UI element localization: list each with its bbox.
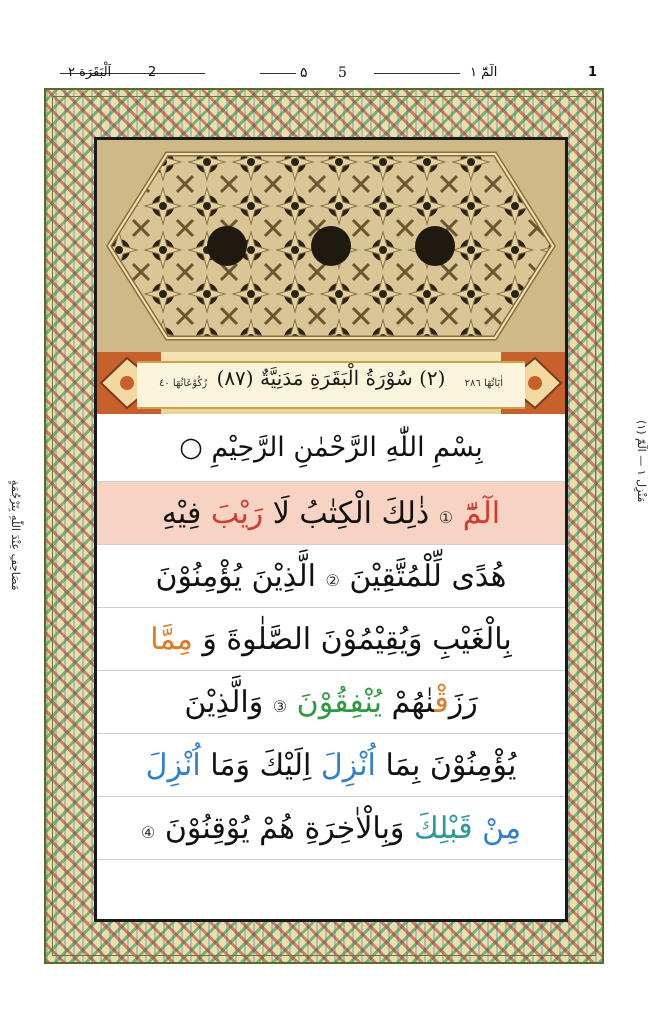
ayah-marker: ② xyxy=(325,571,340,590)
word-red: رَيْبَ xyxy=(210,496,264,531)
ayah-marker: ③ xyxy=(272,697,288,716)
verse-text: وَالَّذِيْنَ xyxy=(184,685,264,720)
page-header xyxy=(60,62,606,84)
basmala-line xyxy=(97,414,565,482)
ayat-count: اٰيَاتُهَا ٢٨٦ xyxy=(464,378,503,389)
verse-text: وَبِالْاٰخِرَةِ هُمْ يُوْقِنُوْنَ xyxy=(164,811,405,846)
header-surah-number: 2 xyxy=(148,65,157,80)
verse-line xyxy=(97,671,565,734)
ayah-marker: ④ xyxy=(140,823,156,842)
verse-text: بِالْغَيْبِ وَيُقِيْمُوْنَ الصَّلٰوةَ وَ xyxy=(202,622,512,657)
ruku-count: رُكُوْعَاتُهَا ٤٠ xyxy=(159,378,208,389)
word-blue: اُنْزِلَ xyxy=(320,748,376,783)
verse-text: فِيْهِ xyxy=(161,496,202,531)
page-number-arabic: ۵ xyxy=(300,65,308,81)
lattice-ornament-art xyxy=(97,140,565,352)
basmala: بِسْمِ اللّٰهِ الرَّحْمٰنِ الرَّحِيْمِ ○ xyxy=(179,432,483,463)
verse-line xyxy=(97,797,565,860)
word-blue: اُنْزِلَ xyxy=(145,748,201,783)
page-number: 5 xyxy=(338,65,347,81)
word-red: الٓمّٓ xyxy=(462,496,501,531)
verse-text: الَّذِيْنَ يُؤْمِنُوْنَ xyxy=(155,559,316,594)
header-para-number: 1 xyxy=(588,65,598,80)
verse-line xyxy=(97,608,565,671)
verse-lines xyxy=(97,414,565,860)
right-margin-text: مَنْزِل ١ — الٓمّٓ (١) xyxy=(635,420,648,503)
header-para-name: الٓمّٓ ١ xyxy=(470,65,498,80)
verse-line xyxy=(97,734,565,797)
verse-text: اِلَيْكَ وَمَا xyxy=(210,748,312,783)
header-rule xyxy=(374,73,460,74)
lattice-ornament xyxy=(97,140,565,352)
header-rule xyxy=(260,73,296,74)
surah-title: (٢) سُوْرَةُ الْبَقَرَةِ مَدَنِيَّةٌ (٨٧) xyxy=(216,366,446,390)
verse-line xyxy=(97,482,565,545)
word-orange: قْ xyxy=(434,685,449,720)
word-teal: قَبْلِكَ xyxy=(413,811,473,846)
verse-text: هُدًى لِّلْمُتَّقِيْنَ xyxy=(349,559,507,594)
verse-text: يُؤْمِنُوْنَ بِمَا xyxy=(385,748,517,783)
word-orange: مِمَّا xyxy=(150,622,193,657)
header-surah-name: اَلْبَقَرَة ٢ xyxy=(68,65,112,80)
verse-text: نٰهُمْ xyxy=(391,685,435,720)
ayah-marker: ① xyxy=(438,508,454,527)
left-margin-text: مَصَاحِفِ عِنْدَ اللّٰهِ بِتَرْجُمَةٍ xyxy=(9,480,22,591)
word-blue: مِنْ xyxy=(482,811,522,846)
verse-text: رَزَ xyxy=(448,685,478,720)
verse-line xyxy=(97,545,565,608)
verse-text: ذٰلِكَ الْكِتٰبُ لَا xyxy=(272,496,430,531)
surah-title-banner xyxy=(97,352,565,414)
word-green: يُنْفِقُوْنَ xyxy=(296,685,382,720)
